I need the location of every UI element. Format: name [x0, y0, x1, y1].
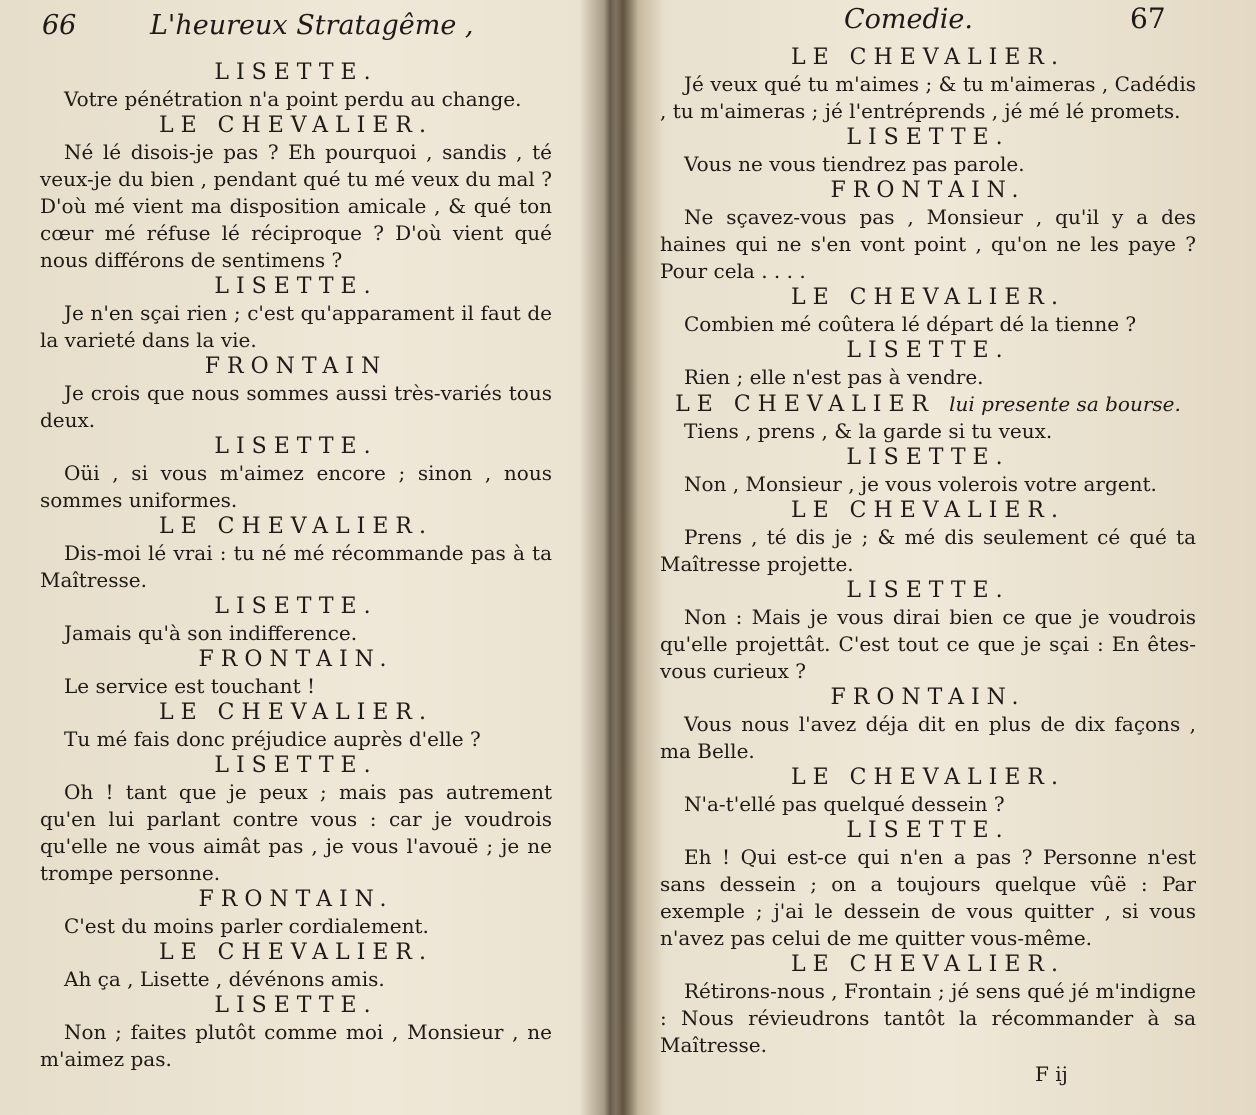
speaker-label: LE CHEVALIER. — [159, 514, 433, 539]
dialogue-line: Vous ne vous tiendrez pas parole. — [684, 152, 1025, 176]
speaker-name — [660, 125, 1196, 151]
speaker-label: LISETTE. — [214, 274, 378, 299]
dialogue-line: Né lé disois-je pas ? Eh pourquoi , sandis , té veux-je du bien , pendant qué tu mé veux du mal ? D'où mé vient ma disposition amicale , & qué ton cœur mé réfuse lé réciproque ? D'où vient qué nous différons de sentimens ? — [40, 140, 552, 272]
speaker-label: LISETTE. — [846, 125, 1010, 150]
dialogue-line: Non ; faites plutôt comme moi , Monsieur , ne m'aimez pas. — [40, 1020, 552, 1071]
speaker-name — [660, 45, 1196, 71]
dialogue-line: Combien mé coûtera lé départ dé la tienne ? — [684, 312, 1137, 336]
page-text — [620, 45, 1256, 1059]
right-page — [620, 0, 1256, 1115]
speaker-name — [40, 514, 552, 540]
dialogue-line: Non : Mais je vous dirai bien ce que je voudrois qu'elle projettât. C'est tout ce que je sçai : En êtes-vous curieux ? — [660, 605, 1196, 683]
dialogue-line: N'a-t'ellé pas quelqué dessein ? — [684, 792, 1005, 816]
speaker-label: FRONTAIN. — [830, 178, 1026, 203]
speaker-label: LE CHEVALIER. — [791, 952, 1065, 977]
dialogue-line: C'est du moins parler cordialement. — [64, 914, 429, 938]
speaker-name — [40, 753, 552, 779]
dialogue-line: Ah ça , Lisette , dévénons amis. — [64, 967, 385, 991]
speaker-label: LE CHEVALIER. — [791, 285, 1065, 310]
speaker-label: FRONTAIN. — [830, 685, 1026, 710]
speaker-name — [40, 647, 552, 673]
dialogue-line: Jé veux qué tu m'aimes ; & tu m'aimeras , Cadédis , tu m'aimeras ; jé l'entréprends , jé mé lé promets. — [660, 72, 1196, 123]
speaker-name — [40, 434, 552, 460]
speaker-label: LISETTE. — [214, 993, 378, 1018]
dialogue-line: Rien ; elle n'est pas à vendre. — [684, 365, 984, 389]
dialogue-line: Dis-moi lé vrai : tu né mé récommande pas à ta Maîtresse. — [40, 541, 552, 592]
speaker-label: LE CHEVALIER. — [791, 765, 1065, 790]
speaker-name — [660, 685, 1196, 711]
dialogue-line: Oh ! tant que je peux ; mais pas autrement qu'en lui parlant contre vous : car je voudrois qu'elle ne vous aimât pas , je vous l'avouë ; je ne trompe personne. — [40, 780, 552, 885]
speaker-name — [40, 887, 552, 913]
speaker-name — [660, 445, 1196, 471]
speaker-name — [660, 765, 1196, 791]
dialogue-line: Ne sçavez-vous pas , Monsieur , qu'il y a des haines qui ne s'en vont point , qu'on ne les paye ? Pour cela . . . . — [660, 205, 1196, 283]
dialogue-line: Rétirons-nous , Frontain ; jé sens qué jé m'indigne : Nous révieudrons tantôt la récommander à sa Maîtresse. — [660, 979, 1196, 1057]
speaker-label: LISETTE. — [846, 818, 1010, 843]
speaker-label: FRONTAIN. — [198, 887, 394, 912]
speaker-label: LISETTE. — [846, 578, 1010, 603]
speaker-name — [40, 700, 552, 726]
speaker-name — [40, 60, 552, 86]
speaker-label: LE CHEVALIER. — [159, 700, 433, 725]
speaker-name — [660, 818, 1196, 844]
dialogue-line: Oüi , si vous m'aimez encore ; sinon , nous sommes uniformes. — [40, 461, 552, 512]
speaker-name — [660, 578, 1196, 604]
speaker-name — [660, 285, 1196, 311]
speaker-label: LISETTE. — [214, 594, 378, 619]
dialogue-line: Prens , té dis je ; & mé dis seulement cé qué ta Maîtresse projette. — [660, 525, 1196, 576]
speaker-label: LISETTE. — [214, 753, 378, 778]
dialogue-line: Tiens , prens , & la garde si tu veux. — [684, 419, 1053, 443]
dialogue-line: Votre pénétration n'a point perdu au change. — [64, 87, 522, 111]
left-page — [0, 0, 608, 1115]
dialogue-line: Le service est touchant ! — [64, 674, 315, 698]
speaker-name — [660, 178, 1196, 204]
speaker-name — [40, 354, 552, 380]
dialogue-line: Je crois que nous sommes aussi très-variés tous deux. — [40, 381, 552, 432]
speaker-name — [660, 391, 1196, 418]
speaker-name — [40, 993, 552, 1019]
page-number: 67 — [1130, 2, 1166, 35]
speaker-name — [40, 940, 552, 966]
speaker-label: LISETTE. — [846, 445, 1010, 470]
speaker-name — [40, 594, 552, 620]
speaker-label: FRONTAIN — [204, 354, 388, 379]
speaker-label: LISETTE. — [214, 60, 378, 85]
dialogue-line: Tu mé fais donc préjudice auprès d'elle ? — [64, 727, 481, 751]
page-text — [0, 60, 608, 1073]
speaker-name — [40, 113, 552, 139]
speaker-label: LE CHEVALIER. — [159, 940, 433, 965]
speaker-name — [660, 952, 1196, 978]
running-head: L'heureux Stratagême , — [150, 10, 474, 41]
running-head: Comedie. — [844, 4, 973, 35]
speaker-label: LISETTE. — [846, 338, 1010, 363]
speaker-label: LE CHEVALIER. — [159, 113, 433, 138]
page-number: 66 — [42, 10, 77, 41]
speaker-label: LE CHEVALIER. — [791, 498, 1065, 523]
speaker-label: LE CHEVALIER. — [791, 45, 1065, 70]
speaker-name — [660, 498, 1196, 524]
speaker-name — [40, 274, 552, 300]
dialogue-line: Eh ! Qui est-ce qui n'en a pas ? Personne n'est sans dessein ; on a toujours quelque vûë : Par exemple ; j'ai le dessein de vous quitter , si vous n'avez pas celui de me quitter vous-même. — [660, 845, 1196, 950]
speaker-label: LE CHEVALIER — [675, 392, 936, 417]
speaker-name — [660, 338, 1196, 364]
signature-mark: F ij — [1035, 1062, 1068, 1086]
dialogue-line: Jamais qu'à son indifference. — [64, 621, 358, 645]
dialogue-line: Vous nous l'avez déja dit en plus de dix façons , ma Belle. — [660, 712, 1196, 763]
dialogue-line: Non , Monsieur , je vous volerois votre argent. — [684, 472, 1157, 496]
speaker-label: LISETTE. — [214, 434, 378, 459]
speaker-label: FRONTAIN. — [198, 647, 394, 672]
dialogue-line: Je n'en sçai rien ; c'est qu'apparament il faut de la varieté dans la vie. — [40, 301, 552, 352]
stage-direction: lui presente sa bourse. — [949, 392, 1181, 416]
